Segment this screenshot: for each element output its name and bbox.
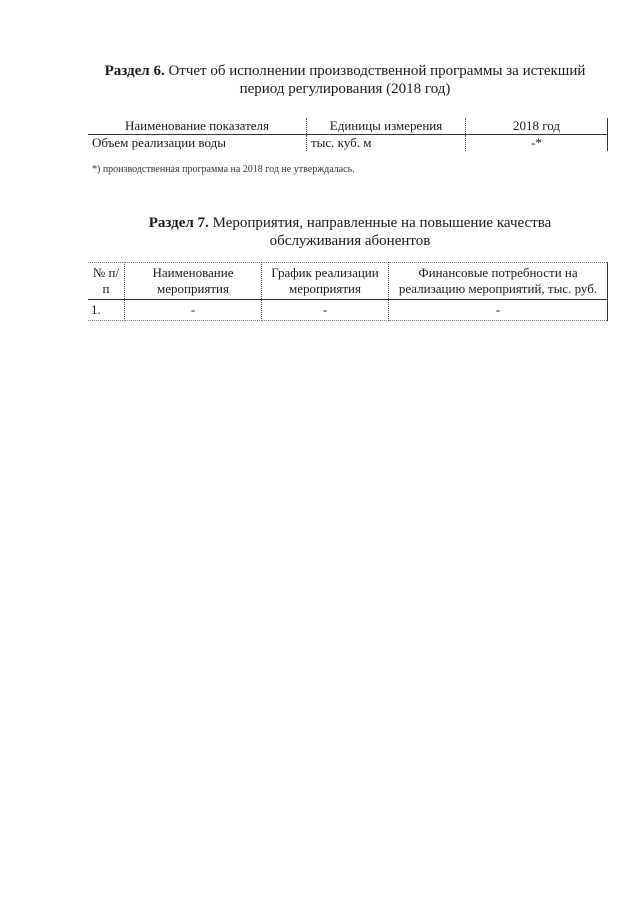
section7-title-text: Мероприятия, направленные на повышение качества обслуживания абонентов xyxy=(212,215,552,249)
section6-label: Раздел 6. xyxy=(104,63,165,79)
header-units: Единицы измерения xyxy=(307,118,466,135)
header-indicator: Наименование показателя xyxy=(88,118,307,135)
section7-table xyxy=(88,262,608,321)
row-measure-name: - xyxy=(125,300,262,321)
header-finance: Финансовые потребности на реализацию мероприятий, тыс. руб. xyxy=(389,263,608,300)
row-units: тыс. куб. м xyxy=(307,135,466,152)
table-header-row xyxy=(88,263,608,300)
row-finance: - xyxy=(389,300,608,321)
section7-label: Раздел 7. xyxy=(148,215,209,231)
table-row xyxy=(88,300,608,321)
header-number: № п/п xyxy=(88,263,125,300)
header-schedule: График реализации мероприятия xyxy=(262,263,389,300)
section6-title xyxy=(90,62,600,98)
section6-table xyxy=(88,118,608,151)
row-indicator: Объем реализации воды xyxy=(88,135,307,152)
section6-title-text: Отчет об исполнении производственной программы за истекший период регулирования (2018 год) xyxy=(168,63,586,97)
section7-title xyxy=(130,214,570,250)
row-value: -* xyxy=(466,135,608,152)
header-measure-name: Наименование мероприятия xyxy=(125,263,262,300)
row-number: 1. xyxy=(88,300,125,321)
header-year: 2018 год xyxy=(466,118,608,135)
row-schedule: - xyxy=(262,300,389,321)
table-row xyxy=(88,135,608,152)
section6-footnote: *) производственная программа на 2018 год не утверждалась. xyxy=(92,164,355,175)
table-header-row xyxy=(88,118,608,135)
